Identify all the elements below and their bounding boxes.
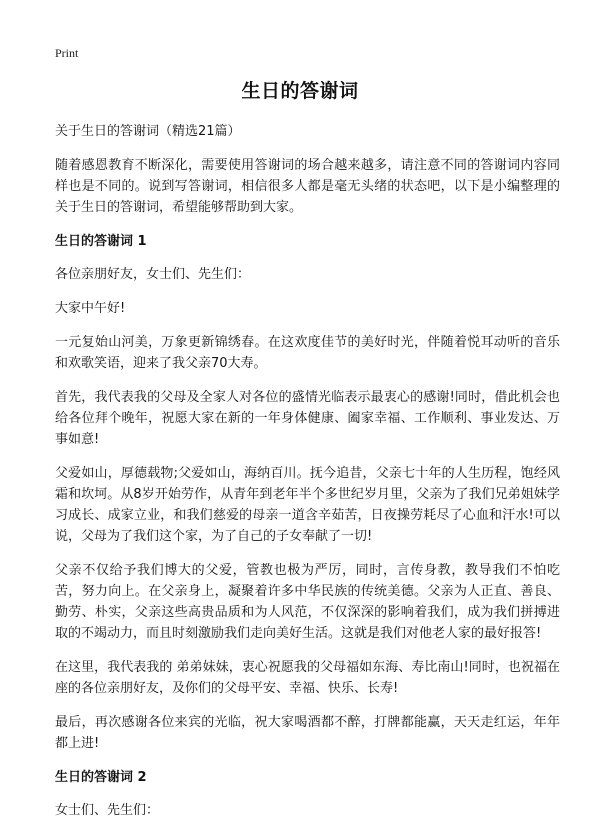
section-1-paragraph: 在这里，我代表我的 弟弟妹妹，衷心祝愿我的父母福如东海、寿比南山!同时，也祝福在座的各位亲朋好友，及你们的父母平安、幸福、快乐、长寿! [55,660,560,696]
section-2-paragraph: 女士们、先生们： [55,803,160,818]
print-link[interactable]: Print [55,46,79,60]
page-title: 生日的答谢词 [241,80,359,102]
section-1-paragraph: 一元复始山河美，万象更新锦绣春。在这欢度佳节的美好时光，伴随着悦耳动听的音乐和欢歌笑语，迎来了我父亲70大寿。 [55,335,560,371]
article-body [55,121,560,828]
intro-paragraph: 随着感恩教育不断深化，需要使用答谢词的场合越来越多，请注意不同的答谢词内容同样也是不同的。说到写答谢词，相信很多人都是毫无头绪的状态吧，以下是小编整理的关于生日的答谢词，希望能够帮助到大家。 [55,158,560,215]
section-heading-2: 生日的答谢词 2 [55,770,147,785]
section-1-paragraph: 最后，再次感谢各位来宾的光临，祝大家喝酒都不醉，打牌都能赢，天天走红运，年年都上进! [55,715,560,751]
section-1-paragraph: 各位亲朋好友，女士们、先生们： [55,267,251,282]
section-1-paragraph: 首先，我代表我的父母及全家人对各位的盛情光临表示最衷心的感谢!同时，借此机会也给各位拜个晚年，祝愿大家在新的一年身体健康、阖家幸福、工作顺利、事业发达、万事如意! [55,390,560,447]
section-1-paragraph: 大家中午好! [55,301,126,316]
section-heading-1: 生日的答谢词 1 [55,234,147,249]
section-1-paragraph: 父亲不仅给予我们博大的父爱，管教也极为严厉，同时，言传身教，教导我们不怕吃苦，努力向上。在父亲身上，凝聚着许多中华民族的传统美德。父亲为人正直、善良、勤劳、朴实，父亲这些高贵品质和为人风范，不仅深深的影响着我们，成为我们拼搏进取的不竭动力，而且时刻激励我们走向美好生活。这就是我们对他老人家的最好报答! [55,563,560,641]
section-1-paragraph: 父爱如山，厚德载物;父爱如山，海纳百川。抚今追昔，父亲七十年的人生历程，饱经风霜和坎坷。从8岁开始劳作，从青年到老年半个多世纪岁月里，父亲为了我们兄弟姐妹学习成长、成家立业，和我们慈爱的母亲一道含辛茹苦，日夜操劳耗尽了心血和汗水!可以说，父母为了我们这个家，为了自己的子女奉献了一切! [55,466,560,544]
article-subtitle: 关于生日的答谢词（精选21篇） [55,124,241,139]
